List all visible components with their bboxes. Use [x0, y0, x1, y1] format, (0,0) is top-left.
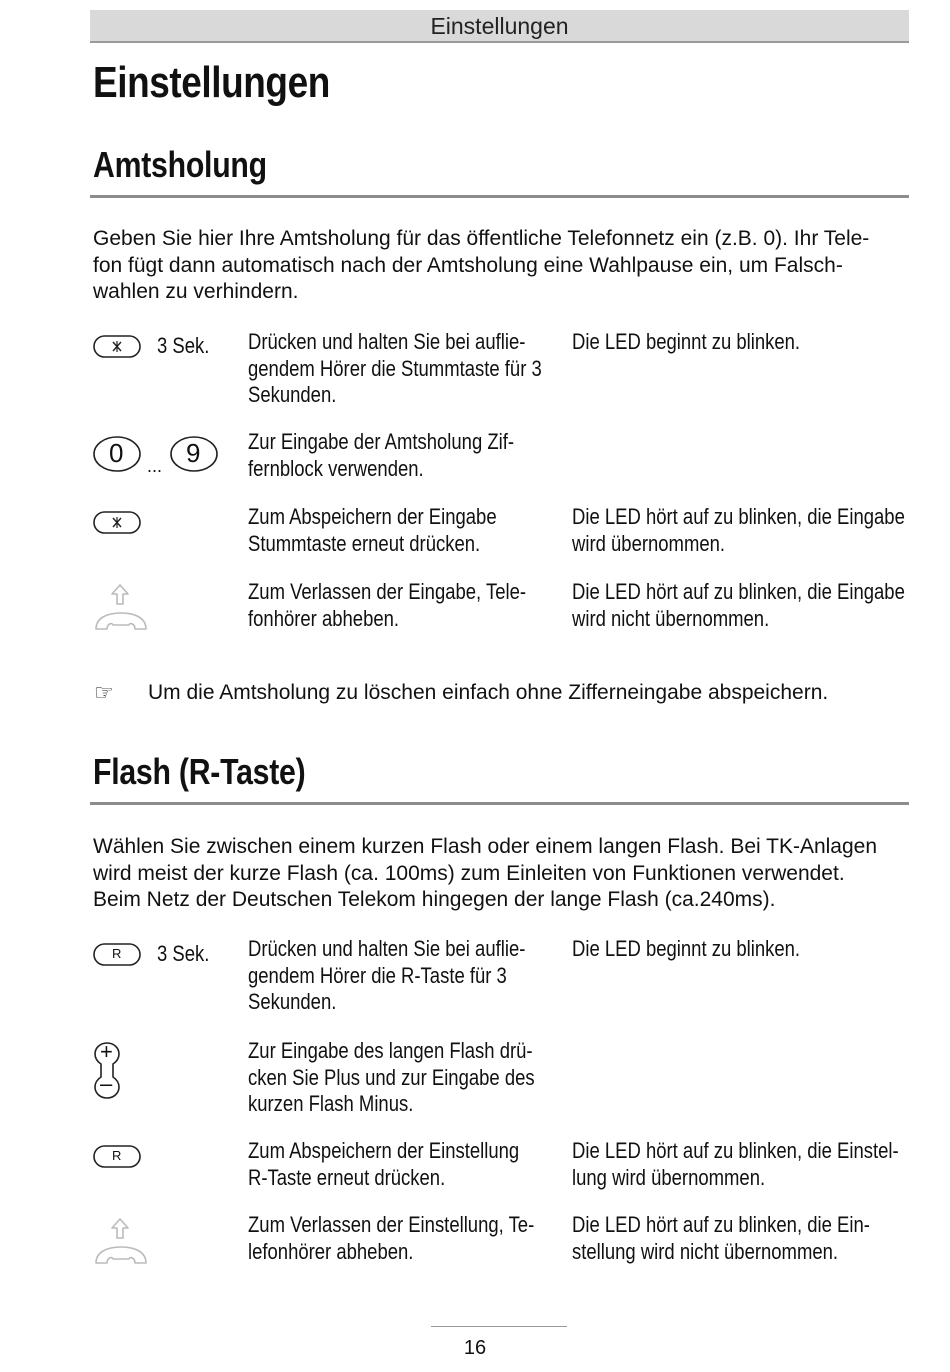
mute-key-icon [93, 511, 141, 535]
running-header [90, 10, 909, 43]
section-title-flash: Flash (R-Taste) [93, 751, 306, 792]
action-line: Stummtaste erneut drücken. [248, 530, 481, 556]
header-title: Einstellungen [430, 13, 569, 39]
step-result [572, 1138, 899, 1191]
result-line: lung wird übernommen. [572, 1164, 766, 1190]
pointing-hand-icon: ☞ [94, 681, 114, 706]
lift-handset-icon [93, 582, 149, 634]
step-action [248, 1212, 534, 1265]
action-line: Zur Eingabe des langen Flash drü- [248, 1038, 533, 1063]
step-result [572, 504, 905, 557]
action-line: Zum Abspeichern der Eingabe [248, 504, 497, 529]
result-line: stellung wird nicht übernommen. [572, 1238, 839, 1264]
step-action [248, 329, 542, 409]
action-line: gendem Hörer die R-Taste für 3 [248, 962, 507, 988]
action-line: Sekunden. [248, 382, 337, 407]
step-action [248, 1038, 535, 1118]
action-line: kurzen Flash Minus. [248, 1091, 414, 1116]
step-action [248, 504, 497, 557]
r-key-label: R [112, 1148, 122, 1163]
intro-line: fon fügt dann automatisch nach der Amtsholung eine Wahlpause ein, um Falsch- [93, 253, 843, 277]
footer-divider [431, 1326, 567, 1327]
result-line: Die LED beginnt zu blinken. [572, 329, 801, 354]
step-result [572, 329, 800, 356]
digit-9-label: 9 [186, 438, 201, 468]
action-line: fernblock verwenden. [248, 455, 424, 481]
result-line: Die LED hört auf zu blinken, die Eingabe [572, 504, 905, 529]
intro-line: Wählen Sie zwischen einem kurzen Flash oder einem langen Flash. Bei TK-Anlagen [93, 835, 878, 858]
step-result [572, 579, 905, 632]
r-key-label: R [112, 946, 122, 961]
intro-line: wird meist der kurze Flash (ca. 100ms) zum Einleiten von Funktionen verwendet. [93, 861, 845, 885]
minus-label: – [100, 1071, 113, 1096]
step-action [248, 1138, 519, 1191]
action-line: gendem Hörer die Stummtaste für 3 [248, 355, 542, 381]
result-line: Die LED hört auf zu blinken, die Eingabe [572, 579, 905, 604]
action-line: Zum Verlassen der Eingabe, Tele- [248, 579, 527, 604]
action-line: fonhörer abheben. [248, 605, 400, 631]
ellipsis: ... [147, 456, 163, 476]
result-line: wird übernommen. [572, 530, 726, 556]
result-line: wird nicht übernommen. [572, 605, 770, 631]
plus-label: + [100, 1039, 113, 1064]
amtsholung-intro [93, 226, 908, 306]
hold-duration: 3 Sek. [157, 941, 210, 966]
intro-line: wahlen zu verhindern. [93, 280, 299, 303]
section-title-amtsholung: Amtsholung [93, 144, 267, 185]
action-line: R-Taste erneut drücken. [248, 1164, 446, 1190]
intro-line: Geben Sie hier Ihre Amtsholung für das öffentliche Telefonnetz ein (z.B. 0). Ihr Tele- [93, 227, 870, 250]
lift-handset-icon [93, 1216, 149, 1268]
action-line: Drücken und halten Sie bei auflie- [248, 329, 526, 354]
hold-duration: 3 Sek. [157, 333, 210, 358]
step-action [248, 936, 525, 1016]
section-divider [90, 802, 909, 805]
step-action [248, 429, 514, 482]
result-line: Die LED beginnt zu blinken. [572, 936, 801, 961]
action-line: Zum Verlassen der Einstellung, Te- [248, 1212, 535, 1237]
step-action [248, 579, 526, 632]
section-divider [90, 195, 909, 198]
action-line: Drücken und halten Sie bei auflie- [248, 936, 526, 961]
intro-line: Beim Netz der Deutschen Telekom hingegen der lange Flash (ca.240ms). [93, 888, 776, 911]
note-text: Um die Amtsholung zu löschen einfach ohne Zifferneingabe abspeichern. [148, 681, 829, 704]
action-line: Zum Abspeichern der Einstellung [248, 1138, 520, 1163]
mute-key-icon [93, 335, 141, 359]
action-line: lefonhörer abheben. [248, 1238, 414, 1264]
step-result [572, 1212, 870, 1265]
digit-0-label: 0 [109, 438, 124, 468]
action-line: Zur Eingabe der Amtsholung Zif- [248, 429, 515, 454]
result-line: Die LED hört auf zu blinken, die Ein- [572, 1212, 870, 1237]
page-title: Einstellungen [93, 58, 330, 107]
page-number: 16 [463, 1337, 487, 1359]
flash-intro [93, 834, 908, 914]
result-line: Die LED hört auf zu blinken, die Einstel- [572, 1138, 899, 1163]
action-line: Sekunden. [248, 989, 337, 1014]
step-result [572, 936, 800, 963]
action-line: cken Sie Plus und zur Eingabe des [248, 1064, 535, 1090]
